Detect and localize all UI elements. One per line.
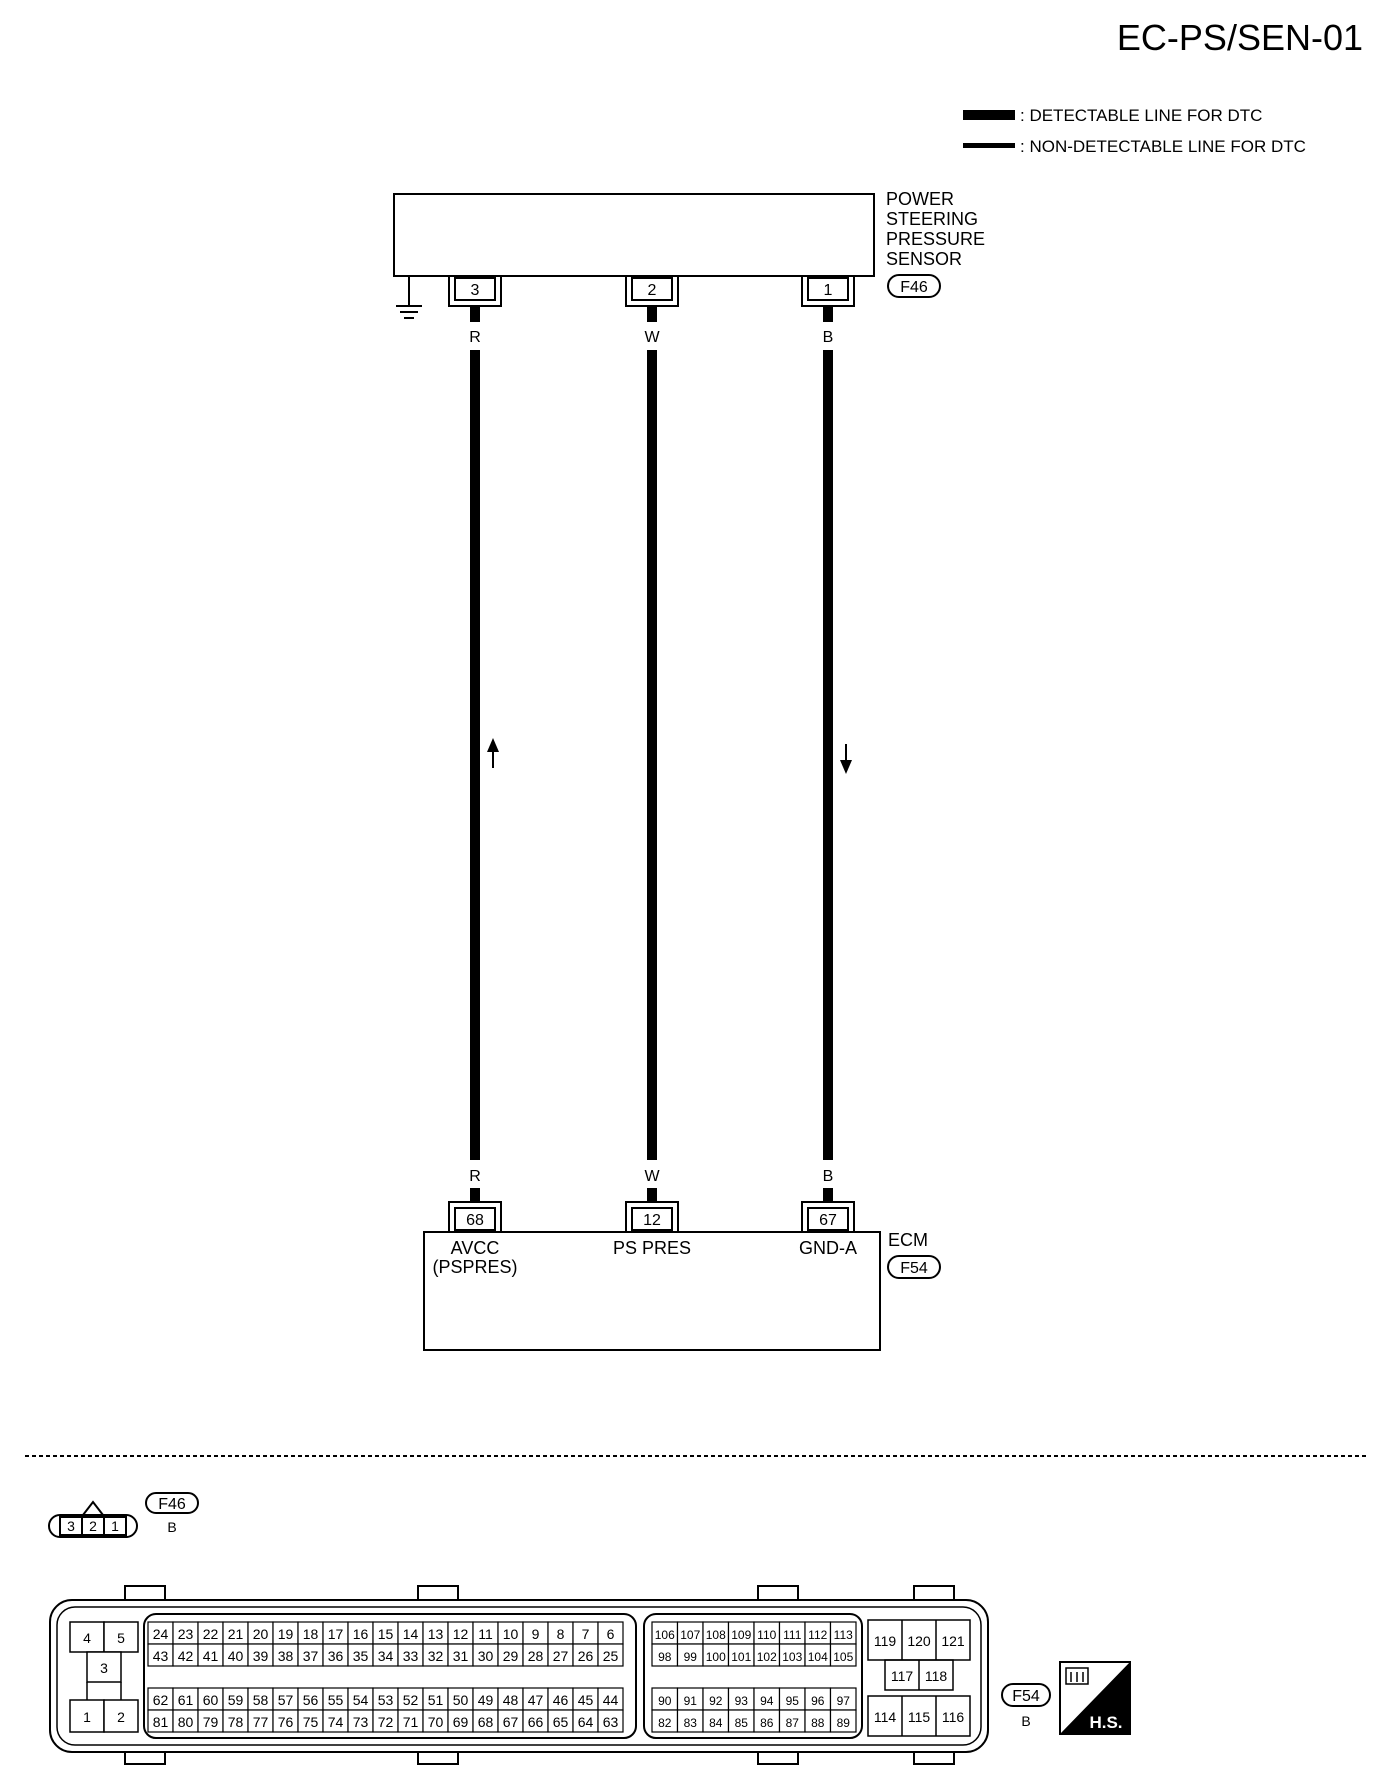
- f54-pin-38: 38: [277, 1648, 294, 1664]
- legend-thick-line: [963, 110, 1015, 120]
- ecm-pin-12: [626, 1202, 678, 1232]
- f54-pin-48: 48: [502, 1692, 519, 1708]
- f54-pin-53: 53: [377, 1692, 394, 1708]
- f54-pin-79: 79: [202, 1714, 219, 1730]
- f54-pin-28: 28: [527, 1648, 544, 1664]
- wire-w: [647, 350, 657, 1160]
- f54-pin-9: 9: [531, 1626, 540, 1642]
- legend-non-detectable: : NON-DETECTABLE LINE FOR DTC: [1020, 137, 1306, 156]
- f54-pin-111: 111: [783, 1628, 802, 1642]
- f54-pin-102: 102: [756, 1650, 777, 1664]
- f54-pin-4: 4: [83, 1630, 91, 1646]
- wire-b-bottom-label: B: [822, 1168, 834, 1185]
- f46-face-pin-3: 3: [67, 1518, 75, 1534]
- wire-w-stub-top: [647, 306, 657, 322]
- f54-pin-6: 6: [606, 1626, 615, 1642]
- ecm-pin-68-label: 68: [466, 1212, 484, 1229]
- f54-pin-34: 34: [377, 1648, 394, 1664]
- wire-b-stub-top: [823, 306, 833, 322]
- ecm-pin-12-label: 12: [643, 1212, 661, 1229]
- f54-pin-24: 24: [152, 1626, 169, 1642]
- f54-pin-8: 8: [556, 1626, 565, 1642]
- f54-pin-64: 64: [577, 1714, 594, 1730]
- harness-side-icon: [1060, 1662, 1130, 1734]
- f54-pin-98: 98: [658, 1650, 672, 1664]
- f54-pin-85: 85: [734, 1716, 748, 1730]
- wire-r-stub-top: [470, 306, 480, 322]
- f54-pin-5: 5: [117, 1630, 125, 1646]
- f54-pin-76: 76: [277, 1714, 294, 1730]
- f54-pin-40: 40: [227, 1648, 244, 1664]
- arrow-up-icon: [487, 738, 499, 768]
- f54-pin-56: 56: [302, 1692, 319, 1708]
- f54-pin-23: 23: [177, 1626, 194, 1642]
- f54-pin-118: 118: [924, 1668, 948, 1684]
- f54-connector-face: [50, 1586, 988, 1764]
- ecm-name: ECM: [888, 1230, 928, 1250]
- wire-b-stub-bottom: [823, 1188, 833, 1202]
- f54-pin-63: 63: [602, 1714, 619, 1730]
- f54-pin-109: 109: [731, 1628, 752, 1642]
- f54-pin-121: 121: [941, 1633, 965, 1649]
- f54-pin-52: 52: [402, 1692, 419, 1708]
- f54-pin-37: 37: [302, 1648, 319, 1664]
- f54-pin-35: 35: [352, 1648, 369, 1664]
- f54-pin-10: 10: [502, 1626, 519, 1642]
- f54-pin-67: 67: [502, 1714, 519, 1730]
- f54-pin-59: 59: [227, 1692, 244, 1708]
- f54-pin-89: 89: [836, 1716, 850, 1730]
- f54-pin-20: 20: [252, 1626, 269, 1642]
- sensor-pin-3: [449, 276, 501, 306]
- f54-pin-2: 2: [117, 1709, 125, 1725]
- f54-pin-grid-mid: [652, 1622, 856, 1732]
- f54-pin-54: 54: [352, 1692, 369, 1708]
- f54-pin-83: 83: [683, 1716, 697, 1730]
- f54-pin-49: 49: [477, 1692, 494, 1708]
- f54-pin-50: 50: [452, 1692, 469, 1708]
- f54-pin-97: 97: [836, 1694, 850, 1708]
- f54-pin-96: 96: [811, 1694, 825, 1708]
- sensor-name-line-3: PRESSURE: [886, 229, 986, 249]
- f54-pin-62: 62: [152, 1692, 169, 1708]
- f54-pin-82: 82: [658, 1716, 672, 1730]
- legend-detectable: : DETECTABLE LINE FOR DTC: [1020, 106, 1263, 125]
- f54-pin-81: 81: [152, 1714, 169, 1730]
- wire-r-top-label: R: [469, 329, 481, 346]
- f54-pin-45: 45: [577, 1692, 594, 1708]
- f54-pin-42: 42: [177, 1648, 194, 1664]
- f54-pin-41: 41: [202, 1648, 219, 1664]
- f54-pin-31: 31: [452, 1648, 469, 1664]
- ecm-pin-67-label: 67: [819, 1212, 837, 1229]
- f54-pin-3: 3: [100, 1660, 108, 1676]
- ecm-connector-label: F54: [900, 1260, 928, 1277]
- f54-pin-115: 115: [907, 1709, 931, 1725]
- sensor-pin-1-label: 1: [823, 282, 833, 299]
- f54-pin-66: 66: [527, 1714, 544, 1730]
- f54-pin-86: 86: [760, 1716, 774, 1730]
- ground-icon: [396, 276, 422, 318]
- f54-pin-106: 106: [654, 1628, 675, 1642]
- f54-pin-65: 65: [552, 1714, 569, 1730]
- f46-face-pin-1: 1: [111, 1518, 119, 1534]
- f54-pin-70: 70: [427, 1714, 444, 1730]
- wire-w-stub-bottom: [647, 1188, 657, 1202]
- sensor-name-line-1: POWER: [886, 189, 955, 209]
- ecm-ps-pres-label: PS PRES: [612, 1238, 692, 1258]
- sensor-pin-2: [626, 276, 678, 306]
- f54-pin-94: 94: [760, 1694, 774, 1708]
- f54-face-id: F54: [1012, 1688, 1040, 1705]
- f54-pin-1: 1: [83, 1709, 91, 1725]
- f54-pin-101: 101: [731, 1650, 752, 1664]
- f54-pin-14: 14: [402, 1626, 419, 1642]
- f54-pin-58: 58: [252, 1692, 269, 1708]
- ecm-gnd-label: GND-A: [799, 1238, 857, 1258]
- f54-pin-119: 119: [873, 1633, 897, 1649]
- f54-pin-105: 105: [833, 1650, 854, 1664]
- page-title: EC-PS/SEN-01: [1116, 17, 1363, 58]
- legend-thin-line: [963, 143, 1015, 148]
- f54-pin-43: 43: [152, 1648, 169, 1664]
- f46-face-color: B: [167, 1519, 177, 1535]
- ecm-pin-68: [449, 1202, 501, 1232]
- f54-pin-51: 51: [427, 1692, 444, 1708]
- f54-pin-16: 16: [352, 1626, 369, 1642]
- f46-face-pin-2: 2: [89, 1518, 97, 1534]
- f54-pin-99: 99: [683, 1650, 697, 1664]
- f54-pin-25: 25: [602, 1648, 619, 1664]
- f54-pin-116: 116: [941, 1709, 965, 1725]
- f54-pin-91: 91: [683, 1694, 697, 1708]
- f54-pin-120: 120: [907, 1633, 931, 1649]
- f54-pin-26: 26: [577, 1648, 594, 1664]
- f54-pin-117: 117: [890, 1668, 914, 1684]
- f54-pin-78: 78: [227, 1714, 244, 1730]
- f54-pin-69: 69: [452, 1714, 469, 1730]
- sensor-pin-2-label: 2: [647, 282, 657, 299]
- f54-pin-90: 90: [658, 1694, 672, 1708]
- wire-r: [470, 350, 480, 1160]
- f54-pin-19: 19: [277, 1626, 294, 1642]
- sensor-pin-1: [802, 276, 854, 306]
- f54-pin-80: 80: [177, 1714, 194, 1730]
- f54-pin-15: 15: [377, 1626, 394, 1642]
- f54-pin-27: 27: [552, 1648, 569, 1664]
- f54-pin-grid-main: [148, 1622, 623, 1732]
- f54-pin-73: 73: [352, 1714, 369, 1730]
- hs-label: H.S.: [1089, 1713, 1123, 1732]
- f54-pin-33: 33: [402, 1648, 419, 1664]
- f54-pin-75: 75: [302, 1714, 319, 1730]
- f54-pin-92: 92: [709, 1694, 723, 1708]
- f54-pin-60: 60: [202, 1692, 219, 1708]
- f54-pin-13: 13: [427, 1626, 444, 1642]
- f54-pin-104: 104: [807, 1650, 828, 1664]
- wire-w-bottom-label: W: [644, 1168, 660, 1185]
- f54-pin-113: 113: [833, 1628, 853, 1642]
- f54-pin-114: 114: [873, 1709, 897, 1725]
- f54-pin-57: 57: [277, 1692, 294, 1708]
- f54-pin-36: 36: [327, 1648, 344, 1664]
- f54-pin-21: 21: [227, 1626, 244, 1642]
- sensor-name-line-2: STEERING: [886, 209, 979, 229]
- f54-pin-95: 95: [785, 1694, 799, 1708]
- f54-pin-107: 107: [680, 1628, 701, 1642]
- f54-pin-12: 12: [452, 1626, 469, 1642]
- f54-pin-44: 44: [602, 1692, 619, 1708]
- f54-pin-29: 29: [502, 1648, 519, 1664]
- arrow-down-icon: [840, 744, 852, 774]
- f54-pin-93: 93: [734, 1694, 748, 1708]
- ecm-pin-67: [802, 1202, 854, 1232]
- f54-pin-74: 74: [327, 1714, 344, 1730]
- f54-pin-103: 103: [782, 1650, 803, 1664]
- f54-pin-17: 17: [327, 1626, 344, 1642]
- f54-pin-72: 72: [377, 1714, 394, 1730]
- wire-b-top-label: B: [822, 329, 834, 346]
- f54-pin-61: 61: [177, 1692, 194, 1708]
- f54-pin-30: 30: [477, 1648, 494, 1664]
- f54-pin-84: 84: [709, 1716, 723, 1730]
- f54-pin-32: 32: [427, 1648, 444, 1664]
- f54-pin-46: 46: [552, 1692, 569, 1708]
- ecm-avcc-label: AVCC: [450, 1238, 500, 1258]
- f54-pin-68: 68: [477, 1714, 494, 1730]
- wire-b: [823, 350, 833, 1160]
- f46-connector-face: [49, 1493, 198, 1537]
- f54-pin-55: 55: [327, 1692, 344, 1708]
- wire-r-bottom-label: R: [469, 1168, 481, 1185]
- f54-face-color: B: [1021, 1713, 1031, 1729]
- f54-pin-88: 88: [811, 1716, 825, 1730]
- f54-pin-22: 22: [202, 1626, 219, 1642]
- f54-pin-7: 7: [581, 1626, 590, 1642]
- f54-pin-47: 47: [527, 1692, 544, 1708]
- f54-pin-71: 71: [402, 1714, 419, 1730]
- wire-r-stub-bottom: [470, 1188, 480, 1202]
- sensor-name-line-4: SENSOR: [886, 249, 963, 269]
- f46-face-id: F46: [158, 1496, 186, 1513]
- sensor-connector-label: F46: [900, 279, 928, 296]
- f54-pin-110: 110: [757, 1628, 777, 1642]
- wire-w-top-label: W: [644, 329, 660, 346]
- f54-pin-108: 108: [705, 1628, 726, 1642]
- ecm-avcc-sub-label: (PSPRES): [432, 1257, 518, 1277]
- f54-pin-100: 100: [705, 1650, 726, 1664]
- sensor-box: [394, 194, 874, 276]
- f54-pin-39: 39: [252, 1648, 269, 1664]
- f54-pin-87: 87: [785, 1716, 799, 1730]
- f54-pin-11: 11: [478, 1626, 493, 1642]
- sensor-pin-3-label: 3: [470, 282, 480, 299]
- f54-pin-77: 77: [252, 1714, 269, 1730]
- f54-pin-112: 112: [808, 1628, 828, 1642]
- f54-pin-18: 18: [302, 1626, 319, 1642]
